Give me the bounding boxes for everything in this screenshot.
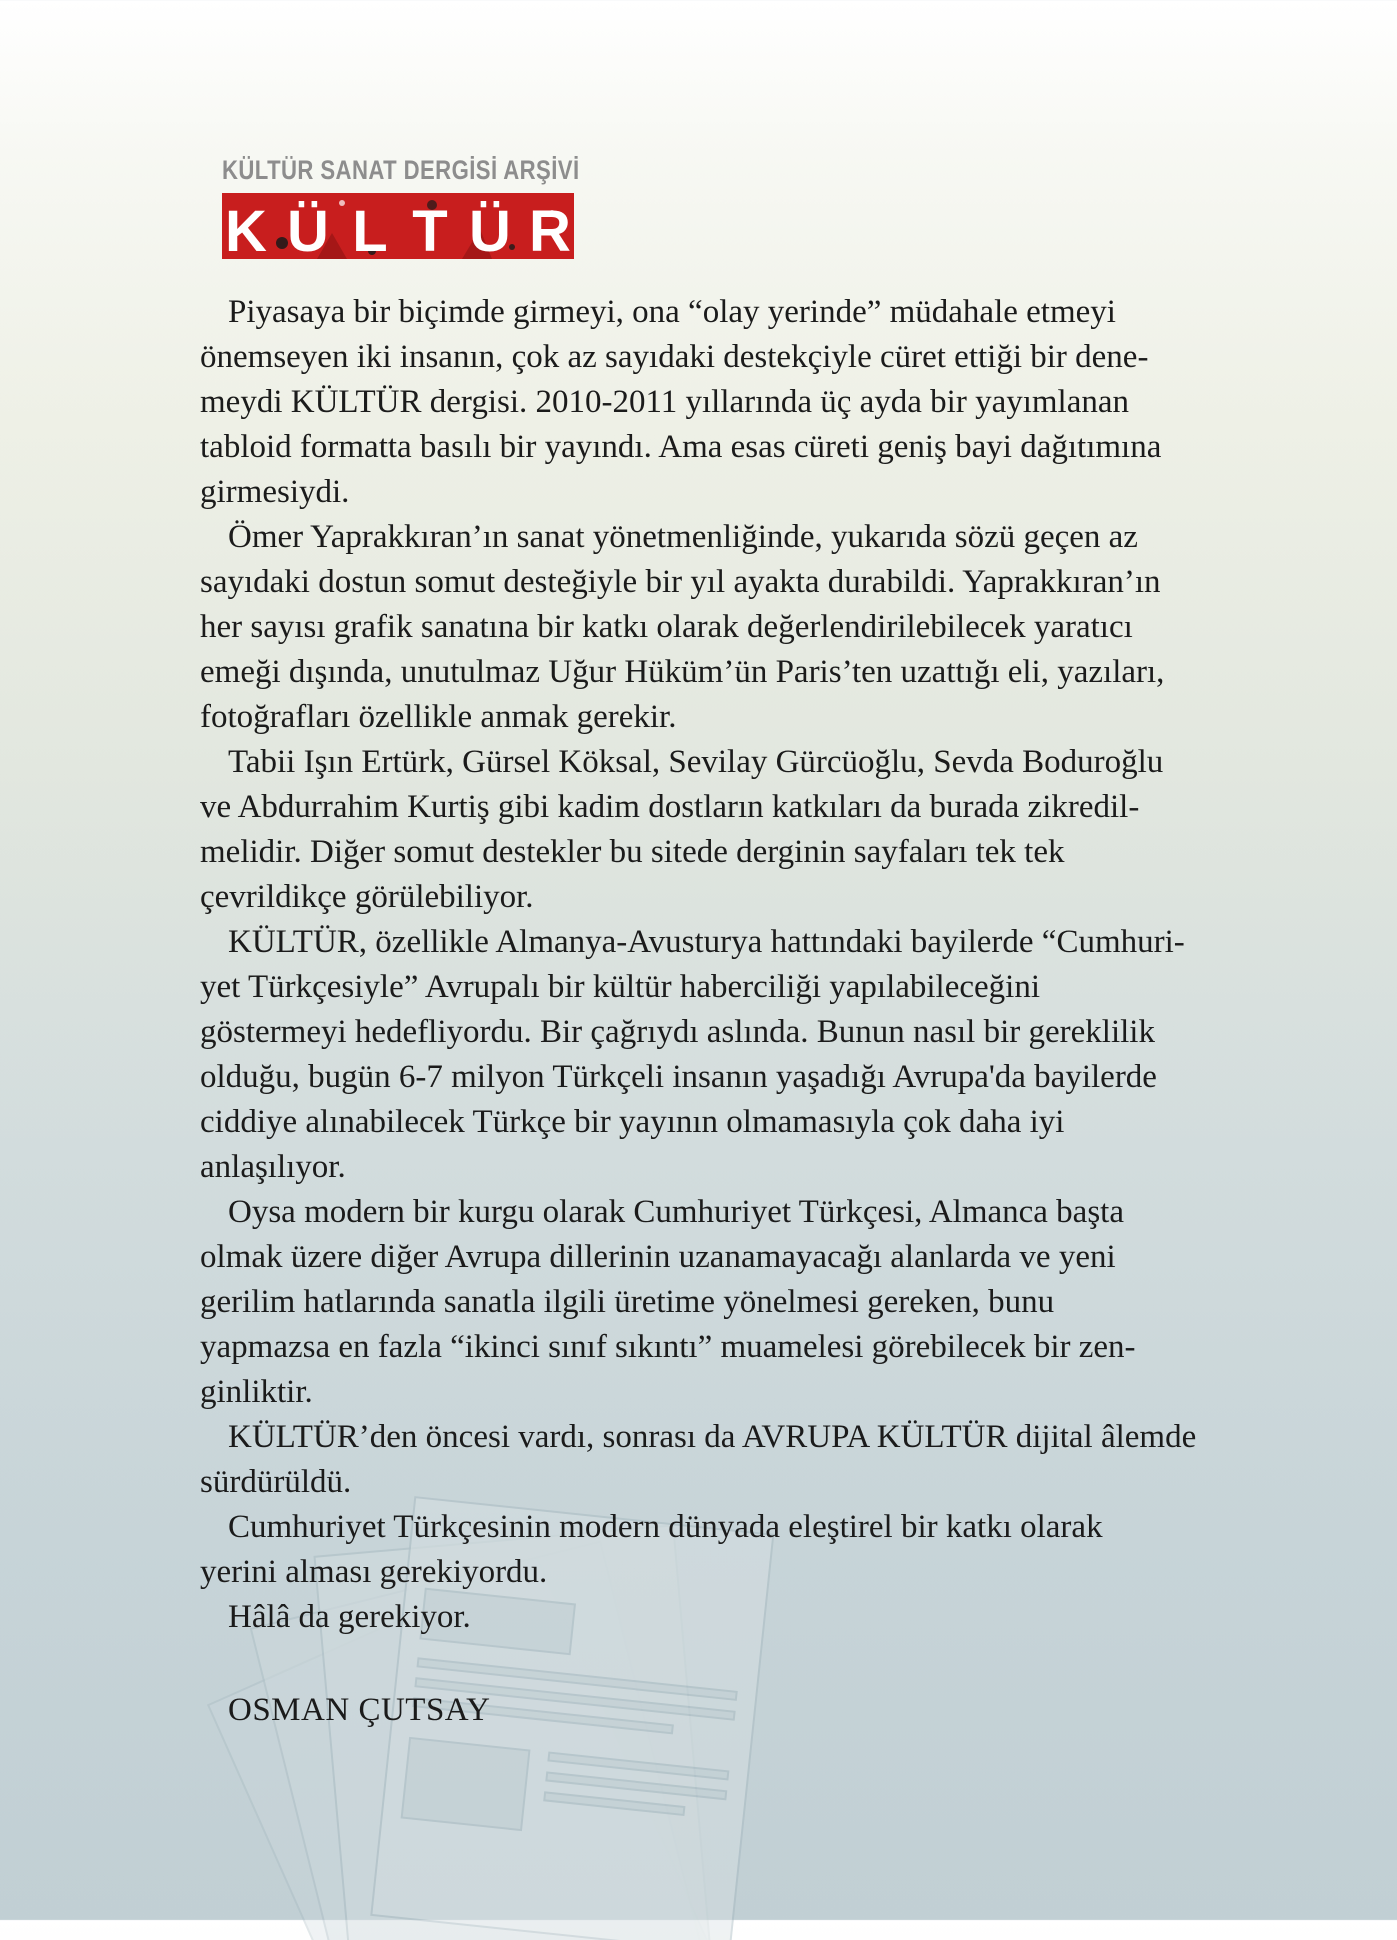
article-paragraph: Cumhuriyet Türkçesinin modern dünyada eleştirel bir katkı olarak yerini alması gerekiyordu. — [200, 1509, 1103, 1590]
article-paragraph: Tabii Işın Ertürk, Gürsel Köksal, Sevilay Gürcüoğlu, Sevda Boduroğlu ve Abdurrahim Kurtiş gibi kadim dostların katkıları da burada zikredil- melidir. Diğer somut destekler bu sitede derginin sayfaları tek tek çevrildikçe görülebiliyor. — [200, 744, 1164, 915]
kultur-logo — [222, 193, 574, 259]
logo-letter: R — [529, 199, 571, 259]
article-paragraph: Ömer Yaprakkıran’ın sanat yönetmenliğinde, yukarıda sözü geçen az sayıdaki dostun somut desteğiyle bir yıl ayakta durabildi. Yaprakkıran’ın her sayısı grafik sanatına bir katkı olarak değerlendirilebilecek yaratıcı emeği dışında, unutulmaz Uğur Hüküm’ün Paris’ten uzattığı eli, yazıları, fotoğrafları özellikle anmak gerekir. — [200, 519, 1165, 735]
author-signature: OSMAN ÇUTSAY — [228, 1692, 491, 1728]
kultur-logo-graphic — [222, 193, 574, 259]
masthead-subtitle: KÜLTÜR SANAT DERGİSİ ARŞİVİ — [222, 155, 580, 185]
article-paragraph: Oysa modern bir kurgu olarak Cumhuriyet Türkçesi, Almanca başta olmak üzere diğer Avrupa dillerinin uzanamayacağı alanlarda ve yeni gerilim hatlarında sanatla ilgili üretime yönelmesi gereken, bunu yapmazsa en fazla “ikinci sınıf sıkıntı” muamelesi görebilecek bir zen- ginliktir. — [200, 1194, 1136, 1410]
masthead — [222, 155, 580, 259]
logo-letter: Ü — [469, 199, 511, 259]
logo-letter: L — [352, 199, 388, 259]
article-body — [200, 290, 1240, 1640]
article-paragraph: Hâlâ da gerekiyor. — [228, 1599, 471, 1635]
logo-letter: K — [225, 199, 267, 259]
article-paragraph: KÜLTÜR’den öncesi vardı, sonrası da AVRUPA KÜLTÜR dijital âlemde sürdürüldü. — [200, 1419, 1197, 1500]
article-paragraph: Piyasaya bir biçimde girmeyi, ona “olay yerinde” müdahale etmeyi önemseyen iki insanın, çok az sayıdaki destekçiyle cüret ettiği bir dene- meydi KÜLTÜR dergisi. 2010-2011 yıllarında üç ayda bir yayımlanan tabloid formatta basılı bir yayındı. Ama esas cüreti geniş bayi dağıtımına girmesiydi. — [200, 294, 1162, 510]
logo-letter: T — [412, 199, 448, 259]
logo-letter: Ü — [287, 199, 329, 259]
article-paragraph: KÜLTÜR, özellikle Almanya-Avusturya hattındaki bayilerde “Cumhuri- yet Türkçesiyle” Avrupalı bir kültür haberciliği yapılabileceğini göstermeyi hedefliyordu. Bir çağrıydı aslında. Bunun nasıl bir gereklilik olduğu, bugün 6-7 milyon Türkçeli insanın yaşadığı Avrupa'da bayilerde ciddiye alınabilecek Türkçe bir yayının olmamasıyla çok daha iyi anlaşılıyor. — [200, 924, 1185, 1185]
